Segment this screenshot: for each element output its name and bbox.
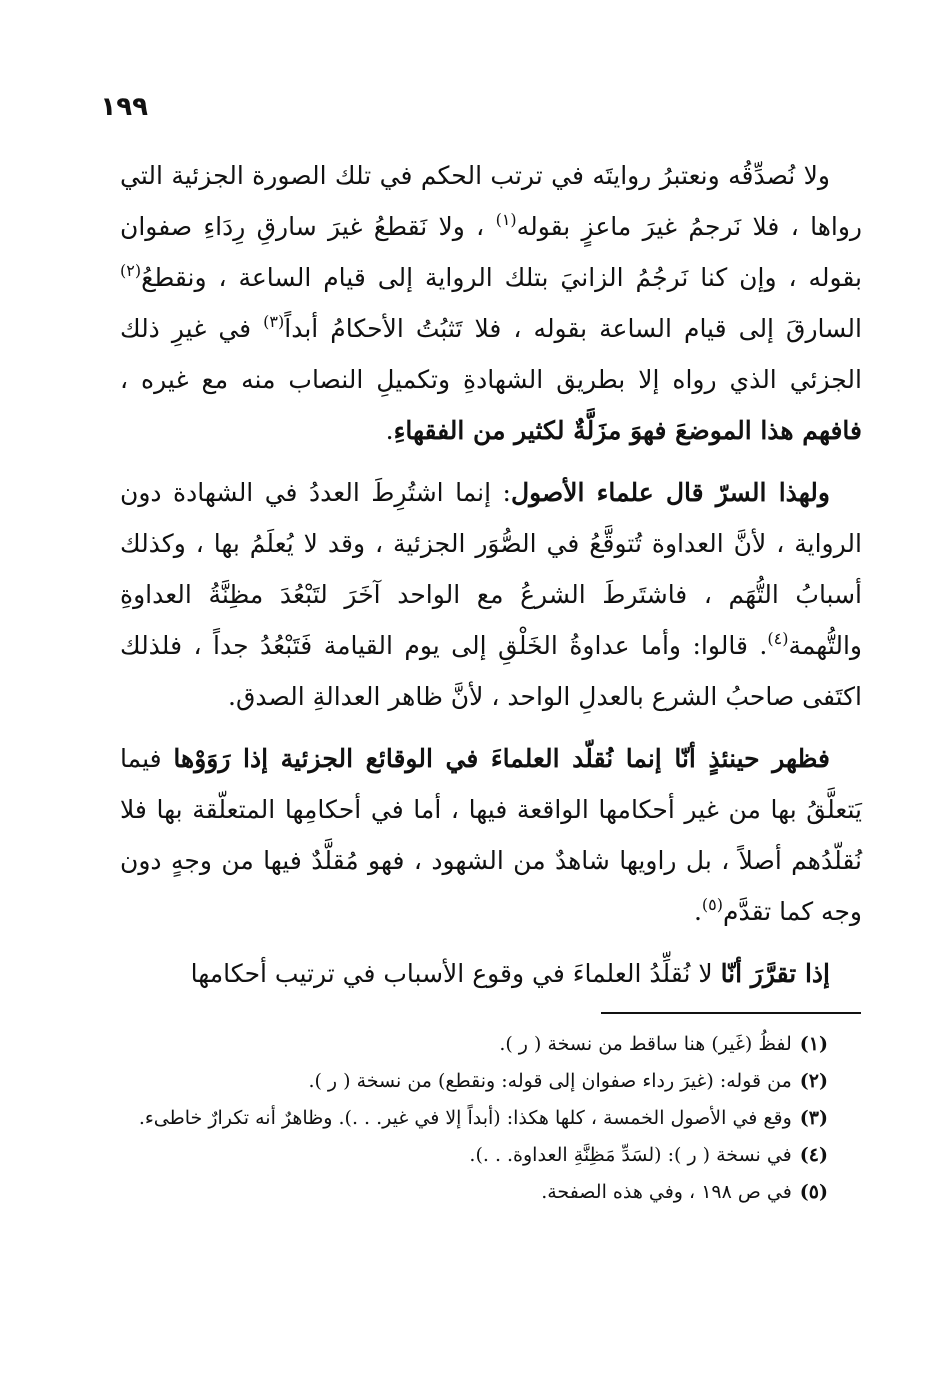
emphasized-text: ولهذا السرّ قال علماء الأصول xyxy=(510,478,830,507)
text-run: . قالوا: وأما عداوةُ الخَلْقِ إلى يوم القيامة فَتَبْعُدُ جداً ، فلذلك اكتَفى صاحبُ الشرع بالعدلِ الواحد ، لأنَّ ظاهر العدالةِ الصدق. xyxy=(120,631,862,711)
footnote-reference: (١) xyxy=(495,210,517,229)
footnote-number: (١) xyxy=(799,1033,828,1055)
emphasized-text: فافهم هذا الموضعَ فهوَ مزَلَّةٌ لكثير من الفقهاءِ xyxy=(393,416,862,445)
emphasized-text: إذا تقرَّرَ أنّا xyxy=(720,959,830,988)
text-run: ولا نُصدِّقُه ونعتبرُ روايتَه في ترتب الحكم في تلك الصورة الجزئية التي رواها ، فلا نَرجمُ غيرَ ماعزٍ بقوله xyxy=(120,161,862,241)
footnote-number: (٢) xyxy=(799,1070,828,1092)
footnote xyxy=(120,1063,862,1100)
page-number: ١٩٩ xyxy=(100,92,148,122)
text-run: السارقَ إلى قيام الساعة بقوله ، فلا تَثبُتُ الأحكامُ أبداً xyxy=(284,314,862,343)
footnote xyxy=(120,1174,862,1211)
footnote-text: في نسخة ( ر ): (لسَدِّ مَظِنَّةِ العداوة. . .). xyxy=(469,1144,792,1166)
footnote-number: (٤) xyxy=(799,1144,828,1166)
paragraph xyxy=(120,948,862,999)
emphasized-text: فظهر حينئذٍ أنّا إنما نُقلّد العلماءَ في الوقائع الجزئية إذا رَوَوْها xyxy=(173,744,830,773)
text-run: فيما يَتعلَّقُ بها من غير أحكامها الواقعة فيها ، أما في أحكامِها المتعلّقة بها فلا نُقلّدُهم أصلاً ، بل راويها شاهدٌ من الشهود ، فهو مُقلَّدٌ فيها من وجهٍ دون وجه كما تقدَّم xyxy=(120,744,862,926)
text-run: . xyxy=(385,416,394,445)
footnote-reference: (٥) xyxy=(701,895,723,914)
footnote-reference: (٢) xyxy=(120,261,142,280)
footnote-reference: (٣) xyxy=(263,312,285,331)
footnote-reference: (٤) xyxy=(767,629,789,648)
text-run: . xyxy=(693,897,702,926)
paragraph xyxy=(120,467,862,722)
footnote-text: لفظُ (غَير) هنا ساقط من نسخة ( ر ). xyxy=(499,1033,792,1055)
footnotes xyxy=(120,1026,862,1211)
footnote-separator xyxy=(601,1012,861,1014)
footnote xyxy=(120,1137,862,1174)
main-text xyxy=(120,150,862,1010)
text-run: في غيرِ ذلك الجزئي الذي رواه إلا بطريق الشهادةِ وتكميلِ النصاب منه مع غيره ، xyxy=(120,314,862,394)
footnote-number: (٥) xyxy=(799,1181,828,1203)
paragraph xyxy=(120,150,862,456)
footnote xyxy=(120,1026,862,1063)
text-run: لا نُقلِّدُ العلماءَ في وقوع الأسباب في ترتيب أحكامها xyxy=(190,959,721,988)
footnote-number: (٣) xyxy=(799,1107,828,1129)
footnote-text: من قوله: (غيرَ رداء صفوان إلى قوله: ونقطع) من نسخة ( ر ). xyxy=(308,1070,792,1092)
paragraph xyxy=(120,733,862,937)
text-run: : إنما اشتُرِطَ العددُ في الشهادة دون الرواية ، لأنَّ العداوة تُتوقَّعُ في الصُّوَر الجزئية ، وقد لا يُعلَمُ بها ، وكذلك أسبابُ التُّهَم ، فاشتَرطَ الشرعُ مع الواحد آخَرَ لتَبْعُدَ مظِنَّةُ العداوةِ والتُّهمة xyxy=(120,478,862,660)
footnote xyxy=(120,1100,862,1137)
footnote-text: وقع في الأصول الخمسة ، كلها هكذا: (أبداً إلا في غير. . .). وظاهرٌ أنه تكرارٌ خاطىء. xyxy=(138,1107,792,1129)
text-run: ، ولا نَقطعُ غيرَ سارقِ رِدَاءِ صفوان بقوله ، وإن كنا نَرجُمُ الزانيَ بتلك الرواية إلى قيام الساعة ، ونقطعُ xyxy=(120,212,862,292)
footnote-text: في ص ١٩٨ ، وفي هذه الصفحة. xyxy=(541,1181,792,1203)
